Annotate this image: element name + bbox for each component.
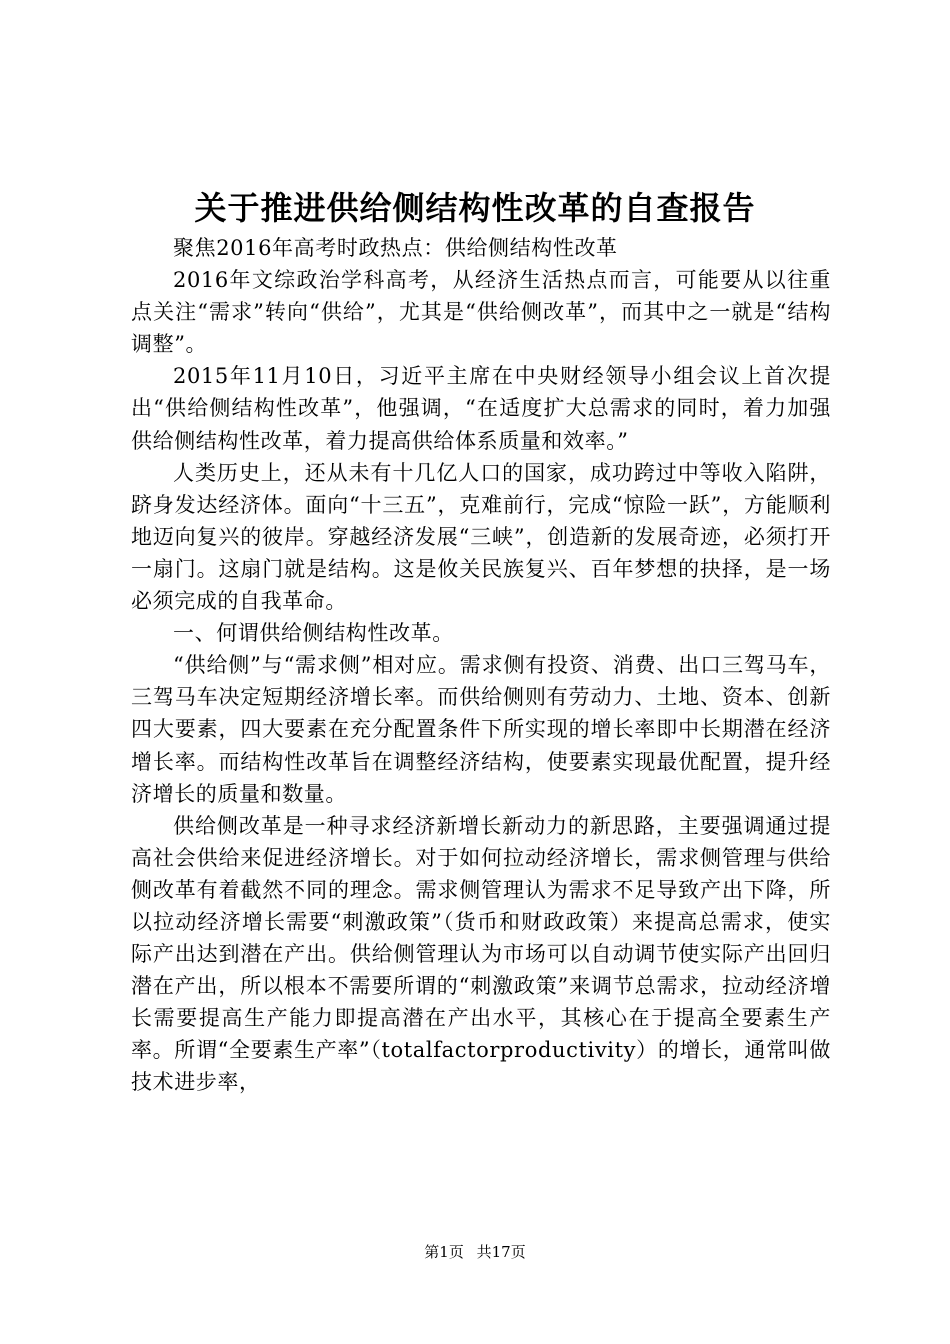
document-body bbox=[131, 232, 831, 1099]
page-footer bbox=[0, 1240, 950, 1264]
document-title: 关于推进供给侧结构性改革的自查报告 bbox=[194, 189, 756, 227]
paragraph: 2016年文综政治学科高考，从经济生活热点而言，可能要从以往重点关注“需求”转向“供给”，尤其是“供给侧改革”，而其中之一就是“结构调整”。 bbox=[131, 268, 831, 357]
page-number: 第1页 bbox=[424, 1243, 464, 1261]
paragraph: 2015年11月10日，习近平主席在中央财经领导小组会议上首次提出“供给侧结构性改革”，他强调，“在适度扩大总需求的同时，着力加强供给侧结构性改革，着力提高供给体系质量和效率。” bbox=[131, 364, 831, 453]
paragraph: 聚焦2016年高考时政热点：供给侧结构性改革 bbox=[173, 236, 618, 260]
page-total: 共17页 bbox=[476, 1243, 526, 1261]
paragraph: 人类历史上，还从未有十几亿人口的国家，成功跨过中等收入陷阱，跻身发达经济体。面向“十三五”，克难前行，完成“惊险一跃”，方能顺利地迈向复兴的彼岸。穿越经济发展“三峡”，创造新的发展奇迹，必须打开一扇门。这扇门就是结构。这是攸关民族复兴、百年梦想的抉择，是一场必须完成的自我革命。 bbox=[131, 460, 831, 614]
paragraph: “供给侧”与“需求侧”相对应。需求侧有投资、消费、出口三驾马车，三驾马车决定短期经济增长率。而供给侧则有劳动力、土地、资本、创新四大要素，四大要素在充分配置条件下所实现的增长率即中长期潜在经济增长率。而结构性改革旨在调整经济结构，使要素实现最优配置，提升经济增长的质量和数量。 bbox=[131, 653, 831, 806]
section-heading: 一、何谓供给侧结构性改革。 bbox=[173, 621, 454, 646]
paragraph: 供给侧改革是一种寻求经济新增长新动力的新思路，主要强调通过提高社会供给来促进经济增长。对于如何拉动经济增长，需求侧管理与供给侧改革有着截然不同的理念。需求侧管理认为需求不足导致产出下降，所以拉动经济增长需要“刺激政策”（货币和财政政策）来提高总需求，使实际产出达到潜在产出。供给侧管理认为市场可以自动调节使实际产出回归潜在产出，所以根本不需要所谓的“刺激政策”来调节总需求，拉动经济增长需要提高生产能力即提高潜在产出水平，其核心在于提高全要素生产率。所谓“全要素生产率”（totalfactorproductivity）的增长，通常叫做技术进步率， bbox=[131, 813, 831, 1095]
